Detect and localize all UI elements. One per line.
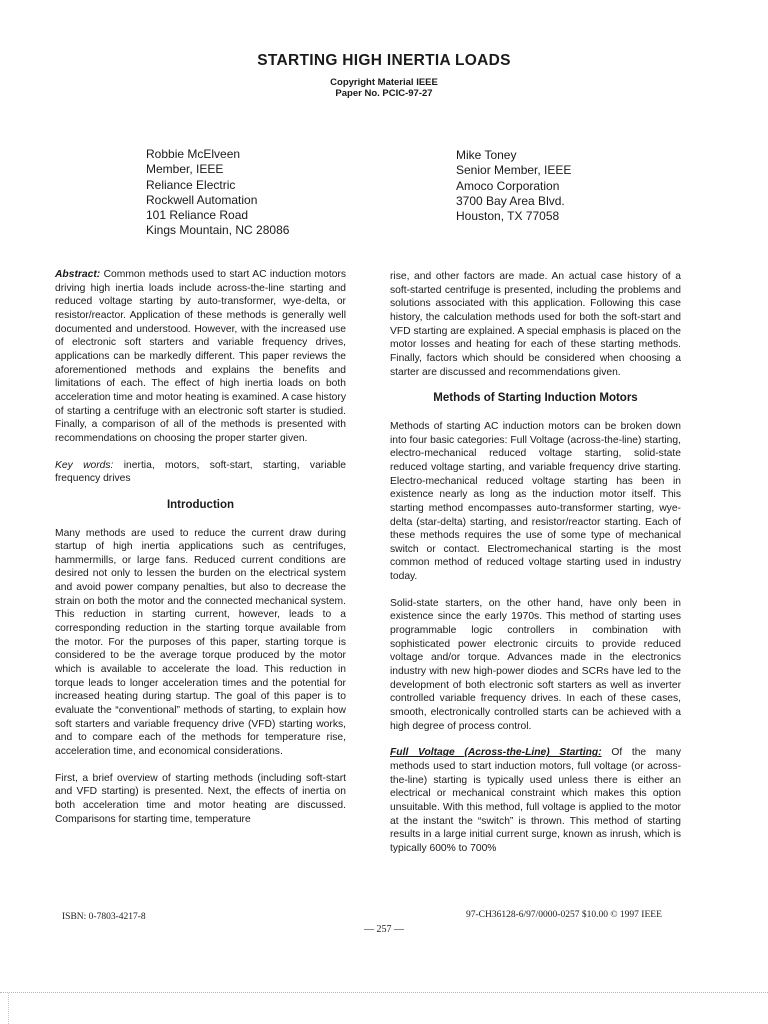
author-membership: Member, IEEE <box>146 162 224 177</box>
author-block-right <box>456 148 571 224</box>
left-column <box>55 268 346 839</box>
author-street: 101 Reliance Road <box>146 208 249 223</box>
introduction-heading: Introduction <box>166 498 235 511</box>
abstract-text: Common methods used to start AC induction motors driving high inertia loads include across-the-line starting and reduced voltage starting by auto-transformer, wye-delta, or resistor/reactor. Application of these methods is generally well documented and understood. However, with the increased use of electronic soft starters and variable frequency drives, applications can be markedly different. This paper reviews the aforementioned methods and explains the benefits and limitations of each. The effect of high inertia loads on both acceleration time and motor heating is examined. A case history of starting a centrifuge with an electronic soft starter is studied. Finally, a comparison of all of the methods is presented with recommendations on choosing the proper starter given. <box>55 269 346 444</box>
paper-title: STARTING HIGH INERTIA LOADS <box>257 52 511 69</box>
author-name: Mike Toney <box>456 148 517 162</box>
author-street: 3700 Bay Area Blvd. <box>456 193 565 208</box>
author-block-left <box>146 147 289 239</box>
abstract-label: Abstract: <box>55 269 101 280</box>
isbn: ISBN: 0-7803-4217-8 <box>62 912 146 922</box>
full-voltage-heading: Full Voltage (Across-the-Line) Starting: <box>390 747 602 759</box>
introduction-paragraph-2: First, a brief overview of starting methods (including soft-start and VFD starting) is presented. Next, the effects of inertia on both acceleration time and motor heating are discussed. Comparisons for starting time, temperature <box>55 772 346 825</box>
page-number: — 257 — <box>364 924 404 935</box>
introduction-paragraph-1: Many methods are used to reduce the current draw during startup of high inertia applications such as centrifuges, hammermills, or large fans. Reduced current conditions are desired not only to lessen the burden on the electrical system and avoid power company penalties, but also to decrease the strain on both the motor and the connected mechanical system. This reduction in starting current, however, leads to a corresponding reduction in the starting torque available from the motor. For the purposes of this paper, starting torque is considered to be the average torque produced by the motor which is available to accelerate the load. This reduction in torque leads to longer acceleration times and the potential for increased heating during startup. The goal of this paper is to evaluate the “conventional” methods of starting, to explain how soft starters and variable frequency drive (VFD) starting works, and to compare each of the methods for temperature rise, acceleration time, and economical considerations. <box>55 527 346 757</box>
paper-number: Paper No. PCIC-97-27 <box>335 88 433 99</box>
margin-divider <box>8 993 9 1024</box>
author-membership: Senior Member, IEEE <box>456 163 572 178</box>
author-name: Robbie McElveen <box>146 147 241 161</box>
author-affiliation-2: Rockwell Automation <box>146 192 258 207</box>
methods-heading: Methods of Starting Induction Motors <box>433 392 638 405</box>
full-voltage-text: Of the many methods used to start induction motors, full voltage (or across-the-line) starting is typically used unless there is either an electrical or mechanical constraint which makes this option unsuitable. With this method, full voltage is applied to the motor at the instant the “switch” is thrown. This method of starting results in a large initial current surge, known as inrush, which is typically 600% to 700% <box>390 747 681 854</box>
publication-code: 97-CH36128-6/97/0000-0257 $10.00 © 1997 IEEE <box>466 910 662 920</box>
author-affiliation: Reliance Electric <box>146 177 236 192</box>
keywords-text: inertia, motors, soft-start, starting, variable frequency drives <box>55 459 346 485</box>
keywords-label: Key words: <box>55 459 114 471</box>
author-affiliation: Amoco Corporation <box>456 178 560 193</box>
continuation-paragraph: rise, and other factors are made. An actual case history of a soft-started centrifuge is presented, including the problems and solutions associated with this application. Following this case history, the calculation methods used for both the soft-start and VFD starting are explained. A special emphasis is placed on the motor losses and heating for each of these starting methods. Finally, factors which should be considered when choosing a starter are discussed and recommendations given. <box>390 271 681 378</box>
bottom-divider <box>0 992 768 993</box>
right-column <box>390 270 681 869</box>
author-city: Kings Mountain, NC 28086 <box>146 223 290 238</box>
methods-paragraph-1: Methods of starting AC induction motors can be broken down into four basic categories: Full Voltage (across-the-line) starting, electro-mechanical reduced voltage starting, solid-state reduced voltage starting, and variable frequency drive starting. Electro-mechanical reduced voltage starting has been in existence nearly as long as the induction motor itself. This starting method encompasses auto-transformer starting, wye-delta (star-delta) starting, and resistor/reactor starting. Each of these methods requires the use of some type of mechanical switch or contact. Electromechanical starting is the most common method of reduced voltage starting used in industry today. <box>390 420 681 583</box>
author-city: Houston, TX 77058 <box>456 209 560 224</box>
copyright-line: Copyright Material IEEE <box>330 77 438 88</box>
copyright-notice <box>0 77 768 99</box>
methods-paragraph-2: Solid-state starters, on the other hand, have only been in existence since the early 1970s. This method of starting uses programmable logic controllers in combination with sophisticated power electronic circuits to provide reduced voltage and/or torque. Advances made in the electronics industry with new high-power diodes and SCRs have led to the development of both electronic soft starters as well as inverter controlled variable frequency drives. In each of these cases, smooth, electronically controlled starts can be achieved with a high degree of process control. <box>390 597 681 732</box>
keywords-paragraph <box>55 459 346 486</box>
full-voltage-paragraph <box>390 746 681 855</box>
abstract-paragraph <box>55 268 346 446</box>
